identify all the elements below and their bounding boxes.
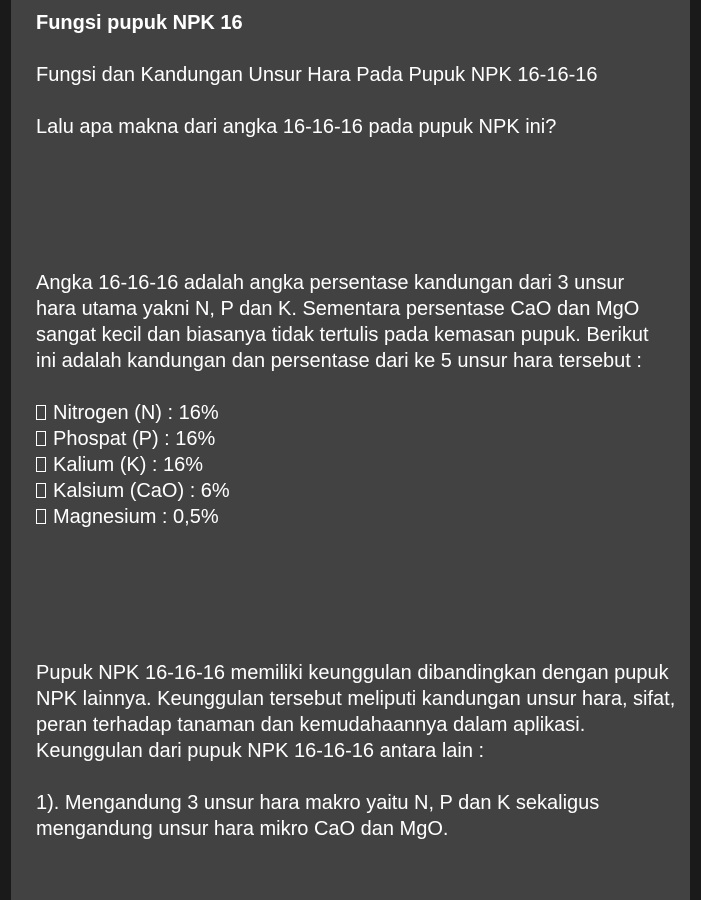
advantage-point-1: 1). Mengandung 3 unsur hara makro yaitu N, P dan K sekaligus mengandung unsur hara mikro CaO dan MgO. — [36, 792, 605, 840]
question-text: Lalu apa makna dari angka 16-16-16 pada pupuk NPK ini? — [36, 116, 557, 138]
article-heading: Fungsi dan Kandungan Unsur Hara Pada Pupuk NPK 16-16-16 — [36, 64, 598, 86]
spacer — [36, 530, 674, 660]
nutrient-label: Magnesium : 0,5% — [53, 506, 219, 528]
advantage-paragraph: Pupuk NPK 16-16-16 memiliki keunggulan dibandingkan dengan pupuk NPK lainnya. Keunggulan tersebut meliputi kandungan unsur hara, sifat, peran terhadap tanaman dan kemudahaannya dalam aplikasi. Keunggulan dari pupuk NPK 16-16-16 antara lain : — [36, 662, 681, 762]
nutrient-label: Kalium (K) : 16% — [53, 454, 204, 476]
list-item — [36, 426, 674, 452]
meaning-paragraph: Angka 16-16-16 adalah angka persentase kandungan dari 3 unsur hara utama yakni N, P dan K. Sementara persentase CaO dan MgO sangat kecil dan biasanya tidak tertulis pada kemasan pupuk. Berikut ini adalah kandungan dan persentase dari ke 5 unsur hara tersebut : — [36, 272, 655, 372]
nutrient-label: Nitrogen (N) : 16% — [53, 402, 219, 424]
list-item — [36, 478, 674, 504]
missing-glyph-box-icon — [36, 405, 46, 420]
spacer — [36, 374, 674, 400]
spacer — [36, 140, 674, 270]
list-item — [36, 504, 674, 530]
nutrient-list — [36, 400, 674, 530]
missing-glyph-box-icon — [36, 431, 46, 446]
nutrient-label: Kalsium (CaO) : 6% — [53, 480, 230, 502]
missing-glyph-box-icon — [36, 483, 46, 498]
article-title: Fungsi pupuk NPK 16 — [36, 12, 243, 34]
spacer — [36, 88, 674, 114]
spacer — [36, 764, 674, 790]
missing-glyph-box-icon — [36, 509, 46, 524]
list-item — [36, 452, 674, 478]
nutrient-label: Phospat (P) : 16% — [53, 428, 216, 450]
missing-glyph-box-icon — [36, 457, 46, 472]
list-item — [36, 400, 674, 426]
spacer — [36, 36, 674, 62]
article-content — [11, 0, 690, 900]
